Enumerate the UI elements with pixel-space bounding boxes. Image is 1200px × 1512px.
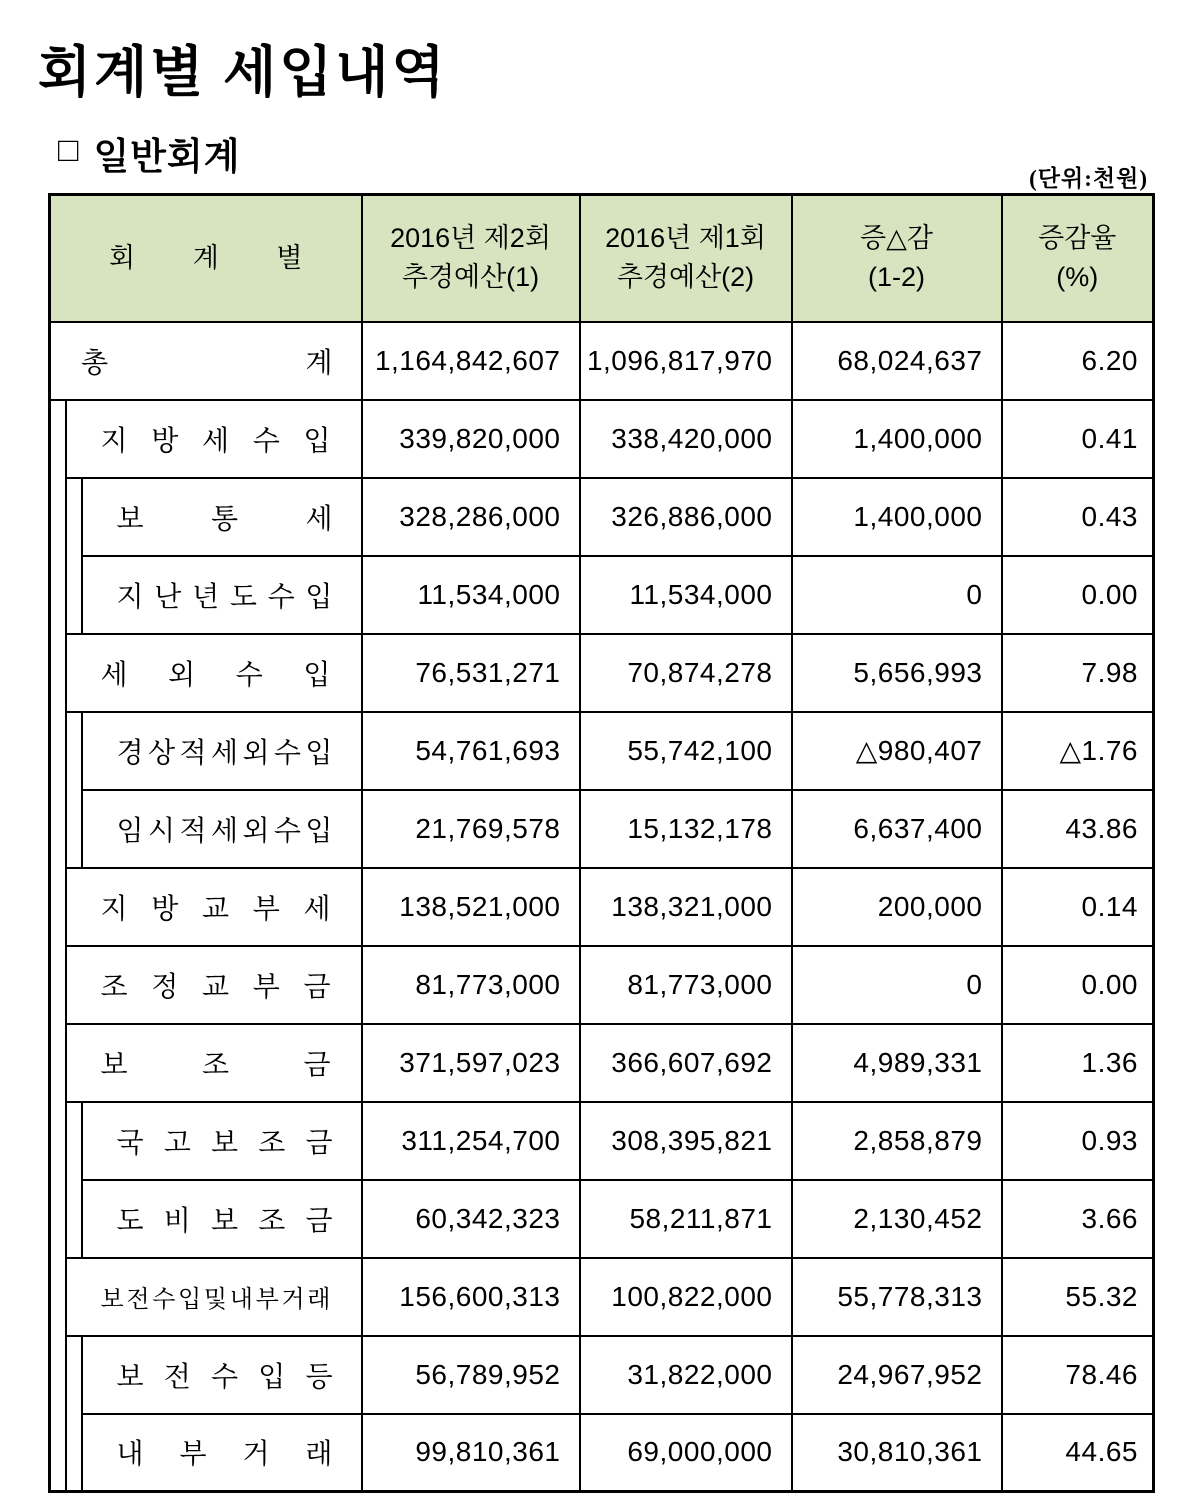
indent-gutter-level2	[66, 1336, 82, 1492]
row-label: 내 부 거 래	[116, 1438, 333, 1470]
row-label: 보 조 금	[100, 1048, 331, 1080]
diff-value: 1,400,000	[792, 400, 1002, 478]
diff-value: 5,656,993	[792, 634, 1002, 712]
rate-value: 6.20	[1002, 322, 1154, 400]
budget2-value: 366,607,692	[580, 1024, 792, 1102]
budget2-value: 138,321,000	[580, 868, 792, 946]
rate-value: 78.46	[1002, 1336, 1154, 1414]
diff-value: △980,407	[792, 712, 1002, 790]
row-label: 지 방 교 부 세	[100, 892, 331, 924]
budget2-value: 1,096,817,970	[580, 322, 792, 400]
budget2-value: 55,742,100	[580, 712, 792, 790]
budget1-value: 371,597,023	[362, 1024, 580, 1102]
header-diff: 증△감 (1-2)	[792, 195, 1002, 322]
budget1-value: 60,342,323	[362, 1180, 580, 1258]
row-label: 보 통 세	[116, 502, 333, 534]
row-label: 보 전 수 입 및 내 부 거 래	[100, 1286, 331, 1313]
budget1-value: 99,810,361	[362, 1414, 580, 1492]
row-label-cell	[66, 634, 362, 712]
rate-value: 0.43	[1002, 478, 1154, 556]
table-header-row	[50, 195, 1154, 322]
row-label-cell	[66, 946, 362, 1024]
rate-value: 0.00	[1002, 946, 1154, 1024]
row-label: 조 정 교 부 금	[100, 970, 331, 1002]
diff-value: 55,778,313	[792, 1258, 1002, 1336]
row-label: 총 계	[81, 346, 333, 378]
row-label-cell	[82, 478, 362, 556]
rate-value: 43.86	[1002, 790, 1154, 868]
indent-gutter-level2	[66, 478, 82, 634]
row-label: 임 시 적 세 외 수 입	[116, 814, 333, 846]
row-label-cell	[82, 1102, 362, 1180]
row-label: 지 난 년 도 수 입	[116, 580, 333, 612]
table-row	[50, 790, 1154, 868]
rate-value: 0.00	[1002, 556, 1154, 634]
budget2-value: 81,773,000	[580, 946, 792, 1024]
unit-note: (단위:천원)	[1029, 166, 1148, 191]
table-row	[50, 712, 1154, 790]
table-row	[50, 1180, 1154, 1258]
header-budget2: 2016년 제1회 추경예산(2)	[580, 195, 792, 322]
diff-value: 6,637,400	[792, 790, 1002, 868]
diff-value: 68,024,637	[792, 322, 1002, 400]
rate-value: 7.98	[1002, 634, 1154, 712]
diff-value: 2,130,452	[792, 1180, 1002, 1258]
table-row	[50, 868, 1154, 946]
budget2-value: 31,822,000	[580, 1336, 792, 1414]
table-row	[50, 1024, 1154, 1102]
budget1-value: 311,254,700	[362, 1102, 580, 1180]
diff-value: 24,967,952	[792, 1336, 1002, 1414]
row-label: 경 상 적 세 외 수 입	[116, 736, 333, 768]
table-row	[50, 1258, 1154, 1336]
budget1-value: 54,761,693	[362, 712, 580, 790]
diff-value: 200,000	[792, 868, 1002, 946]
table-row	[50, 634, 1154, 712]
diff-value: 0	[792, 556, 1002, 634]
budget1-value: 11,534,000	[362, 556, 580, 634]
table-row	[50, 322, 1154, 400]
row-label: 국 고 보 조 금	[116, 1126, 333, 1158]
indent-gutter-level2	[66, 1102, 82, 1258]
diff-value: 1,400,000	[792, 478, 1002, 556]
rate-value: 0.41	[1002, 400, 1154, 478]
row-label-cell	[82, 1414, 362, 1492]
diff-value: 4,989,331	[792, 1024, 1002, 1102]
budget2-value: 11,534,000	[580, 556, 792, 634]
budget1-value: 76,531,271	[362, 634, 580, 712]
table-row	[50, 478, 1154, 556]
indent-gutter-level1	[50, 400, 66, 1492]
budget2-value: 15,132,178	[580, 790, 792, 868]
table-row	[50, 556, 1154, 634]
budget1-value: 81,773,000	[362, 946, 580, 1024]
budget2-value: 70,874,278	[580, 634, 792, 712]
row-label-cell	[82, 1336, 362, 1414]
rate-value: 1.36	[1002, 1024, 1154, 1102]
rate-value: 0.14	[1002, 868, 1154, 946]
row-label-cell	[82, 712, 362, 790]
square-bullet-icon: □	[58, 132, 80, 169]
budget1-value: 339,820,000	[362, 400, 580, 478]
rate-value: 44.65	[1002, 1414, 1154, 1492]
indent-gutter-level2	[66, 712, 82, 868]
row-label-cell	[82, 556, 362, 634]
table-row	[50, 1336, 1154, 1414]
row-label-cell	[66, 1258, 362, 1336]
diff-value: 2,858,879	[792, 1102, 1002, 1180]
row-label-cell	[82, 1180, 362, 1258]
table-row	[50, 1414, 1154, 1492]
table-row	[50, 1102, 1154, 1180]
row-label: 보 전 수 입 등	[116, 1360, 333, 1392]
page-title: 회계별 세입내역	[38, 42, 448, 103]
budget1-value: 56,789,952	[362, 1336, 580, 1414]
header-rate: 증감율 (%)	[1002, 195, 1154, 322]
rate-value: 55.32	[1002, 1258, 1154, 1336]
budget2-value: 100,822,000	[580, 1258, 792, 1336]
row-label-cell	[66, 1024, 362, 1102]
rate-value: △1.76	[1002, 712, 1154, 790]
section-title: 일반회계	[93, 137, 241, 178]
header-account-label: 회 계 별	[109, 242, 303, 273]
header-account	[50, 195, 362, 322]
budget2-value: 69,000,000	[580, 1414, 792, 1492]
budget2-value: 308,395,821	[580, 1102, 792, 1180]
table-row	[50, 400, 1154, 478]
row-label-cell	[50, 322, 362, 400]
rate-value: 3.66	[1002, 1180, 1154, 1258]
budget1-value: 1,164,842,607	[362, 322, 580, 400]
budget1-value: 156,600,313	[362, 1258, 580, 1336]
table-row	[50, 946, 1154, 1024]
row-label-cell	[82, 790, 362, 868]
section-heading	[58, 126, 241, 180]
header-budget1: 2016년 제2회 추경예산(1)	[362, 195, 580, 322]
budget1-value: 328,286,000	[362, 478, 580, 556]
budget1-value: 138,521,000	[362, 868, 580, 946]
row-label-cell	[66, 868, 362, 946]
diff-value: 30,810,361	[792, 1414, 1002, 1492]
budget2-value: 326,886,000	[580, 478, 792, 556]
rate-value: 0.93	[1002, 1102, 1154, 1180]
revenue-table	[48, 193, 1155, 1493]
row-label-cell	[66, 400, 362, 478]
row-label: 지 방 세 수 입	[100, 424, 331, 456]
budget1-value: 21,769,578	[362, 790, 580, 868]
diff-value: 0	[792, 946, 1002, 1024]
budget2-value: 58,211,871	[580, 1180, 792, 1258]
row-label: 도 비 보 조 금	[116, 1204, 333, 1236]
budget2-value: 338,420,000	[580, 400, 792, 478]
row-label: 세 외 수 입	[100, 658, 331, 690]
